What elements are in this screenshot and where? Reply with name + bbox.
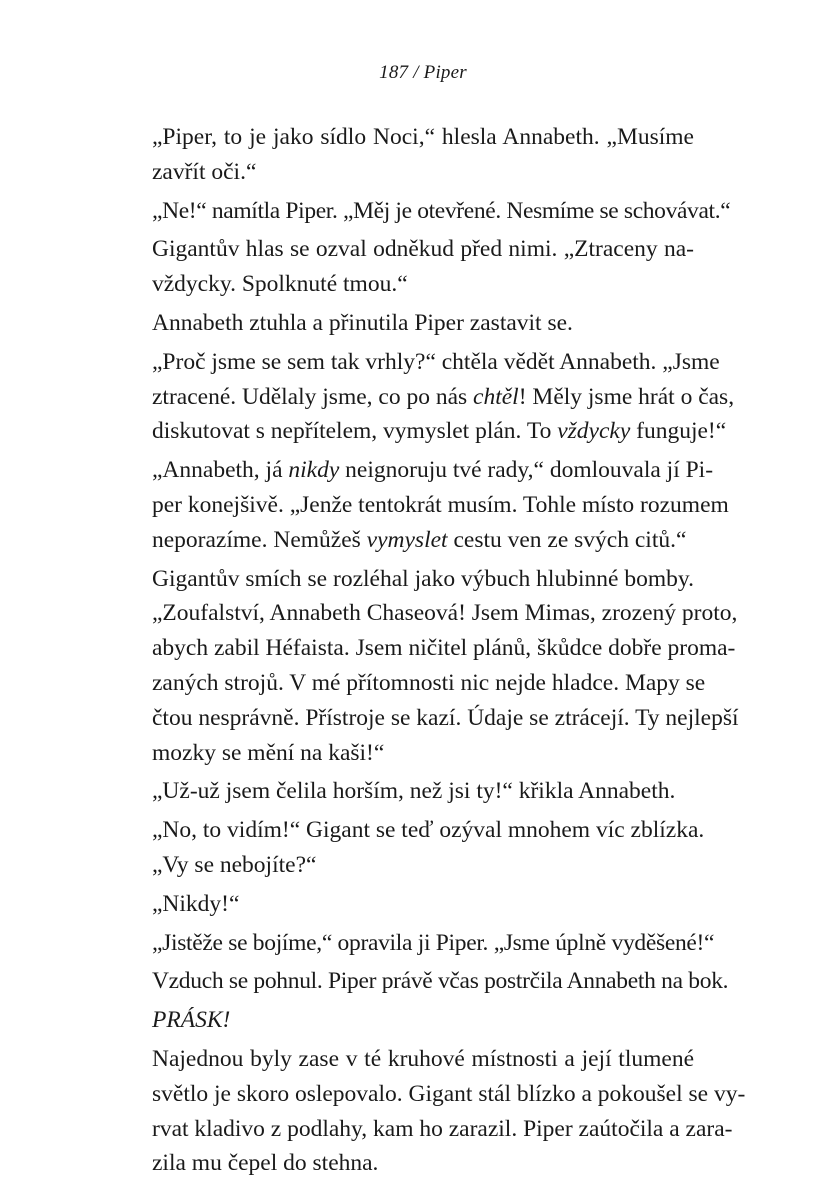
text-line: vždycky. Spolknuté tmou.“ <box>152 271 408 298</box>
text-line: per konejšivě. „Jenže tentokrát musím. Tohle místo rozumem <box>152 491 729 518</box>
emphasis: PRÁSK! <box>152 1007 231 1034</box>
text-line: Vzduch se pohnul. Piper právě včas postrčila Annabeth na bok. <box>152 968 729 995</box>
body-text <box>152 120 746 1181</box>
text-line: neporazíme. Nemůžeš vymyslet cestu ven ze svých citů.“ <box>152 526 687 553</box>
page-number: 187 <box>379 62 409 83</box>
text-line: Annabeth ztuhla a přinutila Piper zastavit se. <box>152 309 573 336</box>
text-line: „Už-už jsem čelila horším, než jsi ty!“ křikla Annabeth. <box>152 778 676 805</box>
text-line: „Zoufalství, Annabeth Chaseová! Jsem Mimas, zrozený proto, <box>152 600 738 627</box>
text-line: abych zabil Héfaista. Jsem ničitel plánů, škůdce dobře proma- <box>152 635 736 662</box>
text-line: Gigantův smích se rozléhal jako výbuch hlubinné bomby. <box>152 565 694 592</box>
emphasis: vymyslet <box>366 526 448 553</box>
text-line: Gigantův hlas se ozval odněkud před nimi. „Ztraceny na- <box>152 236 694 263</box>
text-line: Najednou byly zase v té kruhové místnosti a její tlumené <box>152 1045 694 1072</box>
text-line: „Piper, to je jako sídlo Noci,“ hlesla Annabeth. „Musíme <box>152 124 694 150</box>
text-line: zavřít oči.“ <box>152 158 257 185</box>
text-line: zila mu čepel do stehna. <box>152 1150 379 1177</box>
text-line: „Jistěže se bojíme,“ opravila ji Piper. „Jsme úplně vyděšené!“ <box>152 929 715 956</box>
emphasis: vždycky <box>557 418 631 445</box>
running-header <box>152 62 694 84</box>
text-line: mozky se mění na kaši!“ <box>152 739 385 766</box>
text-line: „No, to vidím!“ Gigant se teď ozýval mnohem víc zblízka. <box>152 817 705 844</box>
text-line: „Ne!“ namítla Piper. „Měj je otevřené. Nesmíme se schovávat.“ <box>152 197 731 224</box>
running-title: Piper <box>423 62 467 83</box>
text-line: „Proč jsme se sem tak vrhly?“ chtěla vědět Annabeth. „Jsme <box>152 348 720 375</box>
text-line: světlo je skoro oslepovalo. Gigant stál blízko a pokoušel se vy- <box>152 1080 746 1107</box>
text-line: diskutovat s nepřítelem, vymyslet plán. To vždycky funguje!“ <box>152 418 727 445</box>
text-line: zaných strojů. V mé přítomnosti nic nejde hladce. Mapy se <box>152 669 706 696</box>
emphasis: chtěl <box>473 383 519 410</box>
text-line: „Vy se nebojíte?“ <box>152 851 317 878</box>
text-line: čtou nesprávně. Přístroje se kazí. Údaje se ztrácejí. Ty nejlepší <box>152 704 739 731</box>
text-line: „Nikdy!“ <box>152 890 240 917</box>
text-line: ztracené. Udělaly jsme, co po nás chtěl! Měly jsme hrát o čas, <box>152 383 735 410</box>
text-line <box>152 1003 694 1038</box>
header-separator: / <box>413 62 419 83</box>
text-line: „Annabeth, já nikdy neignoruju tvé rady,“ domlouvala jí Pi- <box>152 457 714 484</box>
text-line: rvat kladivo z podlahy, kam ho zarazil. Piper zaútočila a zara- <box>152 1115 733 1142</box>
emphasis: nikdy <box>288 457 340 484</box>
